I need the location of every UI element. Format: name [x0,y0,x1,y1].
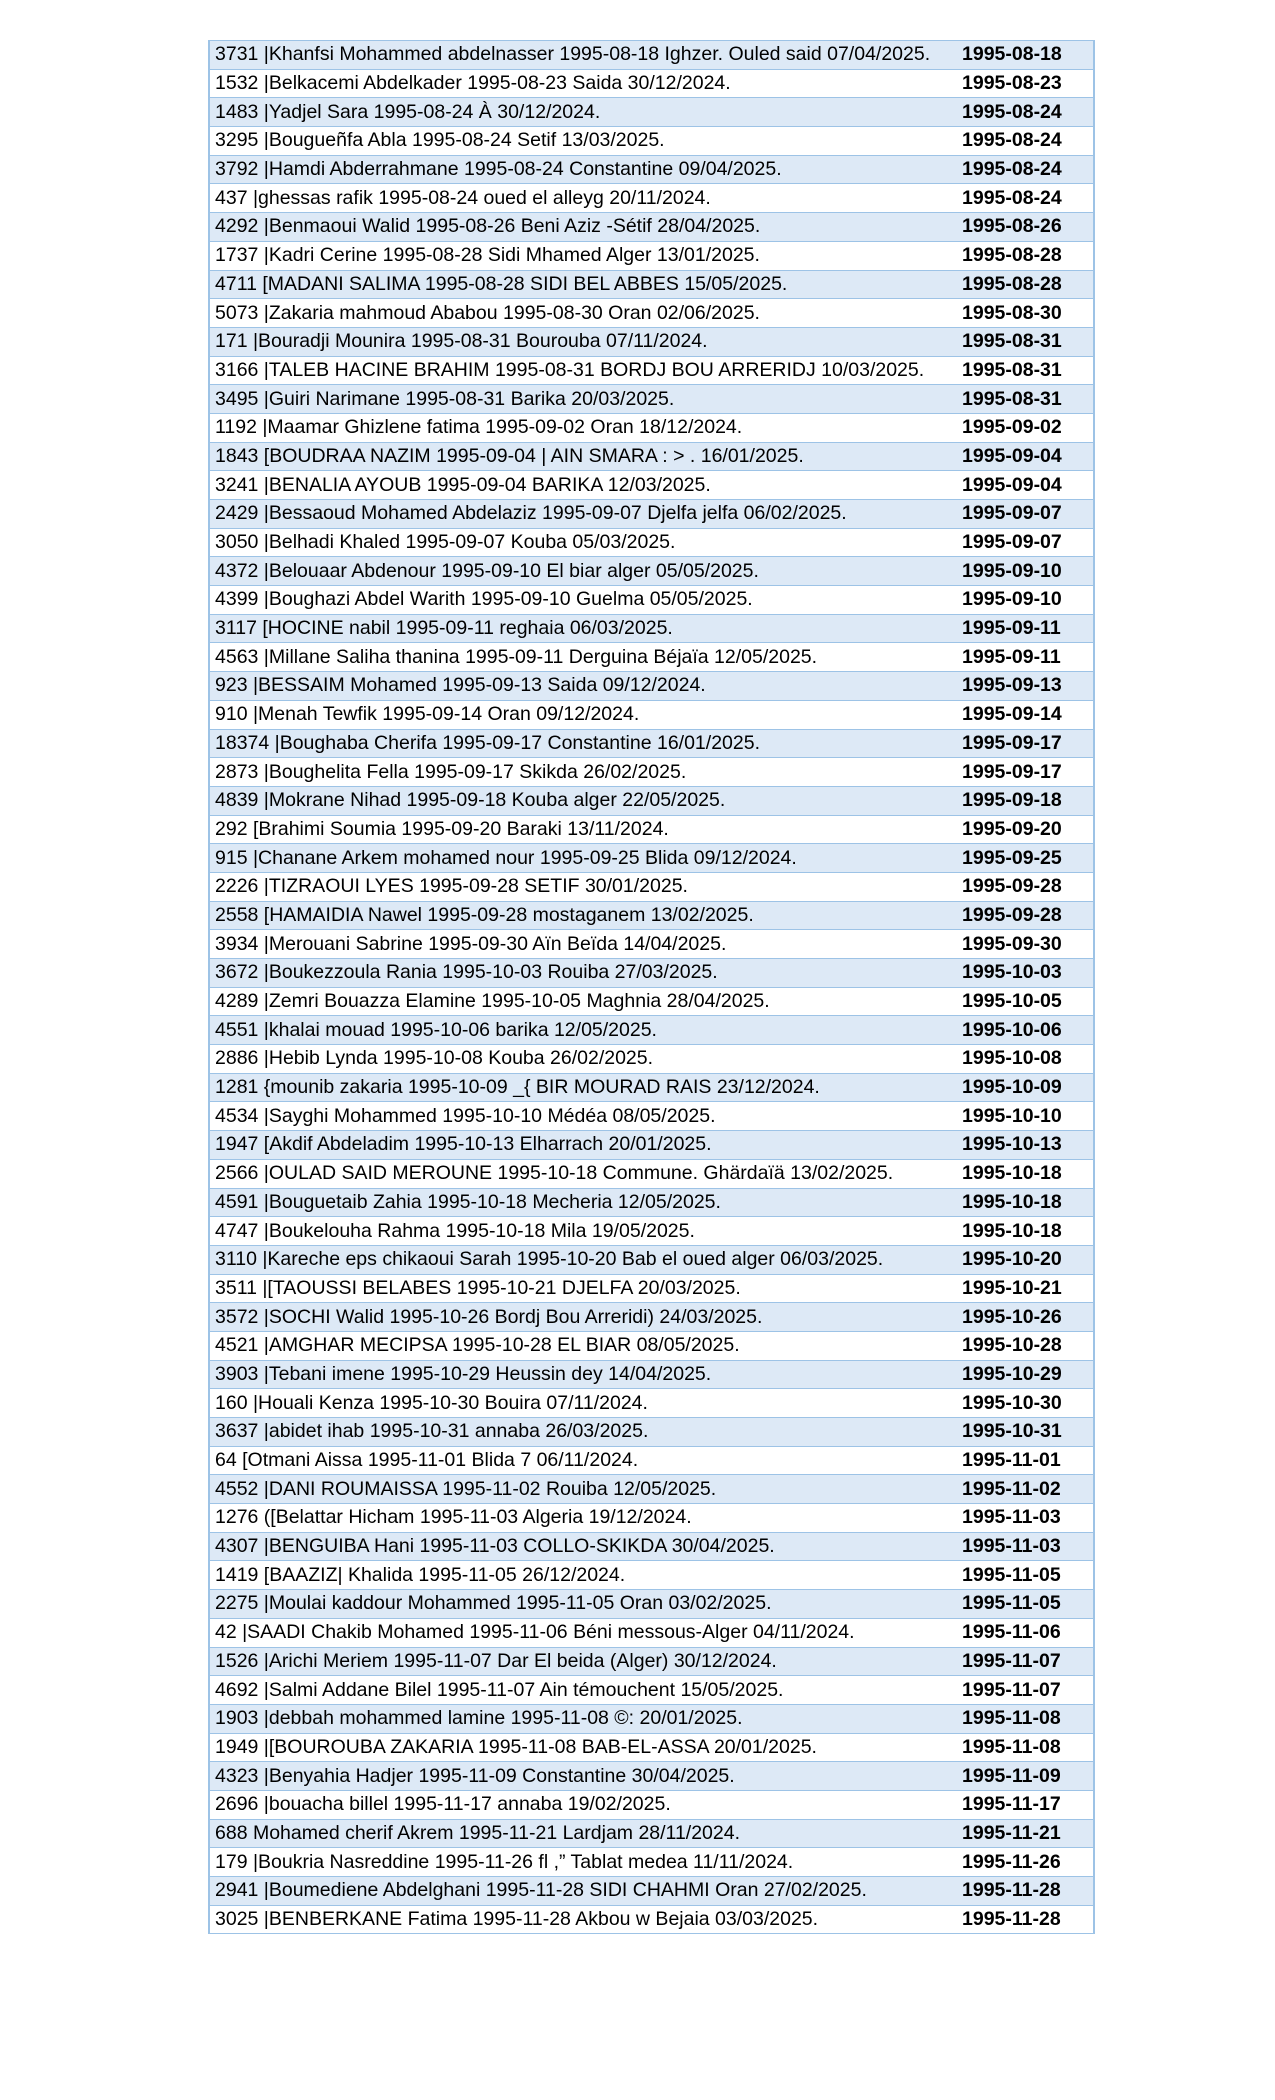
table-row [209,1418,1094,1447]
record-date-cell: 1995-11-01 [954,1446,1094,1475]
table-row [209,1360,1094,1389]
record-date-cell: 1995-08-28 [954,241,1094,270]
record-date-cell: 1995-09-02 [954,413,1094,442]
record-text-cell: 4552 |DANI ROUMAISSA 1995-11-02 Rouiba 12/05/2025. [209,1475,954,1504]
record-text-cell: 4563 |Millane Saliha thanina 1995-09-11 Derguina Béjaïa 12/05/2025. [209,643,954,672]
record-date-cell: 1995-11-08 [954,1704,1094,1733]
record-text-cell: 4521 |AMGHAR MECIPSA 1995-10-28 EL BIAR 08/05/2025. [209,1331,954,1360]
table-row [209,1475,1094,1504]
record-text-cell: 1276 ([Belattar Hicham 1995-11-03 Algeria 19/12/2024. [209,1504,954,1533]
table-row [209,901,1094,930]
table-row [209,700,1094,729]
record-date-cell: 1995-08-31 [954,327,1094,356]
record-text-cell: 160 |Houali Kenza 1995-10-30 Bouira 07/11/2024. [209,1389,954,1418]
record-text-cell: 3166 |TALEB HACINE BRAHIM 1995-08-31 BORDJ BOU ARRERIDJ 10/03/2025. [209,356,954,385]
record-date-cell: 1995-10-28 [954,1331,1094,1360]
table-row [209,98,1094,127]
record-date-cell: 1995-11-17 [954,1790,1094,1819]
table-row [209,327,1094,356]
record-date-cell: 1995-09-11 [954,643,1094,672]
table-row [209,1618,1094,1647]
table-row [209,1733,1094,1762]
table-row [209,1303,1094,1332]
record-text-cell: 1281 {mounib zakaria 1995-10-09 _{ BIR MOURAD RAIS 23/12/2024. [209,1073,954,1102]
record-text-cell: 3731 |Khanfsi Mohammed abdelnasser 1995-08-18 Ighzer. Ouled said 07/04/2025. [209,41,954,70]
record-date-cell: 1995-11-05 [954,1561,1094,1590]
record-date-cell: 1995-10-21 [954,1274,1094,1303]
record-text-cell: 4839 |Mokrane Nihad 1995-09-18 Kouba alger 22/05/2025. [209,786,954,815]
record-date-cell: 1995-09-04 [954,442,1094,471]
record-date-cell: 1995-09-11 [954,614,1094,643]
table-row [209,1245,1094,1274]
record-date-cell: 1995-11-21 [954,1819,1094,1848]
table-row [209,1704,1094,1733]
table-row [209,1188,1094,1217]
record-text-cell: 4591 |Bouguetaib Zahia 1995-10-18 Mecheria 12/05/2025. [209,1188,954,1217]
table-row [209,1819,1094,1848]
record-text-cell: 2873 |Boughelita Fella 1995-09-17 Skikda 26/02/2025. [209,758,954,787]
table-row [209,557,1094,586]
table-row [209,1331,1094,1360]
record-date-cell: 1995-10-31 [954,1418,1094,1447]
table-row [209,1102,1094,1131]
record-date-cell: 1995-11-03 [954,1504,1094,1533]
record-text-cell: 3050 |Belhadi Khaled 1995-09-07 Kouba 05/03/2025. [209,528,954,557]
record-date-cell: 1995-10-18 [954,1188,1094,1217]
record-text-cell: 3295 |Bougueñfa Abla 1995-08-24 Setif 13/03/2025. [209,127,954,156]
table-row [209,528,1094,557]
record-date-cell: 1995-08-31 [954,385,1094,414]
table-row [209,586,1094,615]
record-text-cell: 2226 |TIZRAOUI LYES 1995-09-28 SETIF 30/01/2025. [209,872,954,901]
record-date-cell: 1995-11-28 [954,1905,1094,1934]
table-row [209,1504,1094,1533]
record-text-cell: 3903 |Tebani imene 1995-10-29 Heussin dey 14/04/2025. [209,1360,954,1389]
record-text-cell: 18374 |Boughaba Cherifa 1995-09-17 Constantine 16/01/2025. [209,729,954,758]
record-text-cell: 4292 |Benmaoui Walid 1995-08-26 Beni Aziz -Sétif 28/04/2025. [209,213,954,242]
record-date-cell: 1995-08-30 [954,299,1094,328]
record-text-cell: 64 [Otmani Aissa 1995-11-01 Blida 7 06/11/2024. [209,1446,954,1475]
table-row [209,1647,1094,1676]
record-date-cell: 1995-10-13 [954,1131,1094,1160]
record-date-cell: 1995-09-18 [954,786,1094,815]
table-row [209,356,1094,385]
record-date-cell: 1995-09-13 [954,672,1094,701]
record-date-cell: 1995-09-25 [954,844,1094,873]
record-text-cell: 3495 |Guiri Narimane 1995-08-31 Barika 20/03/2025. [209,385,954,414]
record-date-cell: 1995-08-24 [954,155,1094,184]
record-text-cell: 2275 |Moulai kaddour Mohammed 1995-11-05 Oran 03/02/2025. [209,1590,954,1619]
records-table-body [209,41,1094,1934]
record-text-cell: 1903 |debbah mohammed lamine 1995-11-08 ©: 20/01/2025. [209,1704,954,1733]
table-row [209,815,1094,844]
table-row [209,1848,1094,1877]
record-date-cell: 1995-10-09 [954,1073,1094,1102]
record-text-cell: 1949 |[BOUROUBA ZAKARIA 1995-11-08 BAB-EL-ASSA 20/01/2025. [209,1733,954,1762]
record-date-cell: 1995-09-07 [954,528,1094,557]
table-row [209,213,1094,242]
record-text-cell: 688 Mohamed cherif Akrem 1995-11-21 Lardjam 28/11/2024. [209,1819,954,1848]
record-text-cell: 910 |Menah Tewfik 1995-09-14 Oran 09/12/2024. [209,700,954,729]
record-date-cell: 1995-11-05 [954,1590,1094,1619]
table-row [209,844,1094,873]
record-text-cell: 3672 |Boukezzoula Rania 1995-10-03 Rouiba 27/03/2025. [209,959,954,988]
record-text-cell: 4692 |Salmi Addane Bilel 1995-11-07 Ain témouchent 15/05/2025. [209,1676,954,1705]
table-row [209,184,1094,213]
record-date-cell: 1995-10-20 [954,1245,1094,1274]
table-row [209,959,1094,988]
table-row [209,1561,1094,1590]
record-date-cell: 1995-08-18 [954,41,1094,70]
record-text-cell: 4399 |Boughazi Abdel Warith 1995-09-10 Guelma 05/05/2025. [209,586,954,615]
record-text-cell: 3934 |Merouani Sabrine 1995-09-30 Aïn Beïda 14/04/2025. [209,930,954,959]
table-row [209,1389,1094,1418]
records-table [208,40,1095,1934]
table-row [209,1676,1094,1705]
table-row [209,1762,1094,1791]
record-date-cell: 1995-11-06 [954,1618,1094,1647]
table-row [209,872,1094,901]
table-row [209,270,1094,299]
record-date-cell: 1995-10-05 [954,987,1094,1016]
record-date-cell: 1995-10-29 [954,1360,1094,1389]
table-row [209,1532,1094,1561]
table-row [209,1274,1094,1303]
table-row [209,1016,1094,1045]
record-date-cell: 1995-08-23 [954,69,1094,98]
record-date-cell: 1995-09-28 [954,872,1094,901]
table-row [209,729,1094,758]
table-row [209,672,1094,701]
table-row [209,1073,1094,1102]
record-text-cell: 3241 |BENALIA AYOUB 1995-09-04 BARIKA 12/03/2025. [209,471,954,500]
record-date-cell: 1995-09-30 [954,930,1094,959]
record-date-cell: 1995-10-26 [954,1303,1094,1332]
record-date-cell: 1995-08-24 [954,184,1094,213]
record-date-cell: 1995-09-07 [954,500,1094,529]
record-date-cell: 1995-09-10 [954,586,1094,615]
table-row [209,1790,1094,1819]
record-text-cell: 1419 [BAAZIZ| Khalida 1995-11-05 26/12/2024. [209,1561,954,1590]
record-date-cell: 1995-11-07 [954,1676,1094,1705]
record-date-cell: 1995-10-03 [954,959,1094,988]
record-date-cell: 1995-10-10 [954,1102,1094,1131]
table-row [209,41,1094,70]
record-text-cell: 4372 |Belouaar Abdenour 1995-09-10 El biar alger 05/05/2025. [209,557,954,586]
table-row [209,1590,1094,1619]
record-text-cell: 3637 |abidet ihab 1995-10-31 annaba 26/03/2025. [209,1418,954,1447]
record-date-cell: 1995-10-30 [954,1389,1094,1418]
record-text-cell: 3025 |BENBERKANE Fatima 1995-11-28 Akbou w Bejaia 03/03/2025. [209,1905,954,1934]
record-text-cell: 1843 [BOUDRAA NAZIM 1995-09-04 | AIN SMARA : > . 16/01/2025. [209,442,954,471]
table-row [209,69,1094,98]
table-row [209,1045,1094,1074]
record-text-cell: 179 |Boukria Nasreddine 1995-11-26 fl ,” Tablat medea 11/11/2024. [209,1848,954,1877]
record-date-cell: 1995-09-04 [954,471,1094,500]
record-text-cell: 5073 |Zakaria mahmoud Ababou 1995-08-30 Oran 02/06/2025. [209,299,954,328]
record-date-cell: 1995-10-18 [954,1217,1094,1246]
record-text-cell: 915 |Chanane Arkem mohamed nour 1995-09-25 Blida 09/12/2024. [209,844,954,873]
record-date-cell: 1995-09-28 [954,901,1094,930]
table-row [209,385,1094,414]
record-text-cell: 1192 |Maamar Ghizlene fatima 1995-09-02 Oran 18/12/2024. [209,413,954,442]
record-text-cell: 1526 |Arichi Meriem 1995-11-07 Dar El beida (Alger) 30/12/2024. [209,1647,954,1676]
record-date-cell: 1995-11-09 [954,1762,1094,1791]
record-text-cell: 42 |SAADI Chakib Mohamed 1995-11-06 Béni messous-Alger 04/11/2024. [209,1618,954,1647]
record-text-cell: 2429 |Bessaoud Mohamed Abdelaziz 1995-09-07 Djelfa jelfa 06/02/2025. [209,500,954,529]
record-text-cell: 3511 |[TAOUSSI BELABES 1995-10-21 DJELFA 20/03/2025. [209,1274,954,1303]
table-row [209,500,1094,529]
table-row [209,987,1094,1016]
record-date-cell: 1995-10-08 [954,1045,1094,1074]
table-row [209,413,1094,442]
record-date-cell: 1995-11-02 [954,1475,1094,1504]
table-row [209,1159,1094,1188]
record-date-cell: 1995-08-26 [954,213,1094,242]
record-date-cell: 1995-10-06 [954,1016,1094,1045]
table-row [209,1877,1094,1906]
table-row [209,930,1094,959]
record-text-cell: 4323 |Benyahia Hadjer 1995-11-09 Constantine 30/04/2025. [209,1762,954,1791]
record-text-cell: 2696 |bouacha billel 1995-11-17 annaba 19/02/2025. [209,1790,954,1819]
record-date-cell: 1995-08-31 [954,356,1094,385]
record-text-cell: 4307 |BENGUIBA Hani 1995-11-03 COLLO-SKIKDA 30/04/2025. [209,1532,954,1561]
record-date-cell: 1995-11-03 [954,1532,1094,1561]
record-date-cell: 1995-09-10 [954,557,1094,586]
record-date-cell: 1995-11-28 [954,1877,1094,1906]
record-text-cell: 2941 |Boumediene Abdelghani 1995-11-28 SIDI CHAHMI Oran 27/02/2025. [209,1877,954,1906]
record-text-cell: 4534 |Sayghi Mohammed 1995-10-10 Médéa 08/05/2025. [209,1102,954,1131]
record-text-cell: 2558 [HAMAIDIA Nawel 1995-09-28 mostaganem 13/02/2025. [209,901,954,930]
table-row [209,442,1094,471]
record-date-cell: 1995-08-28 [954,270,1094,299]
record-date-cell: 1995-11-07 [954,1647,1094,1676]
record-text-cell: 3110 |Kareche eps chikaoui Sarah 1995-10-20 Bab el oued alger 06/03/2025. [209,1245,954,1274]
record-date-cell: 1995-09-17 [954,729,1094,758]
record-text-cell: 4289 |Zemri Bouazza Elamine 1995-10-05 Maghnia 28/04/2025. [209,987,954,1016]
record-text-cell: 4551 |khalai mouad 1995-10-06 barika 12/05/2025. [209,1016,954,1045]
record-date-cell: 1995-09-17 [954,758,1094,787]
spreadsheet-page [208,40,1093,1934]
record-text-cell: 4747 |Boukelouha Rahma 1995-10-18 Mila 19/05/2025. [209,1217,954,1246]
record-text-cell: 171 |Bouradji Mounira 1995-08-31 Bourouba 07/11/2024. [209,327,954,356]
record-date-cell: 1995-08-24 [954,98,1094,127]
table-row [209,786,1094,815]
record-date-cell: 1995-08-24 [954,127,1094,156]
record-text-cell: 1483 |Yadjel Sara 1995-08-24 À 30/12/2024. [209,98,954,127]
record-date-cell: 1995-11-08 [954,1733,1094,1762]
table-row [209,299,1094,328]
record-text-cell: 3117 [HOCINE nabil 1995-09-11 reghaia 06/03/2025. [209,614,954,643]
record-text-cell: 292 [Brahimi Soumia 1995-09-20 Baraki 13/11/2024. [209,815,954,844]
record-date-cell: 1995-11-26 [954,1848,1094,1877]
record-text-cell: 2566 |OULAD SAID MEROUNE 1995-10-18 Commune. Ghärdaïä 13/02/2025. [209,1159,954,1188]
table-row [209,614,1094,643]
table-row [209,1131,1094,1160]
table-row [209,643,1094,672]
record-text-cell: 1532 |Belkacemi Abdelkader 1995-08-23 Saida 30/12/2024. [209,69,954,98]
record-text-cell: 437 |ghessas rafik 1995-08-24 oued el alleyg 20/11/2024. [209,184,954,213]
record-date-cell: 1995-09-20 [954,815,1094,844]
table-row [209,1446,1094,1475]
record-date-cell: 1995-09-14 [954,700,1094,729]
record-text-cell: 1737 |Kadri Cerine 1995-08-28 Sidi Mhamed Alger 13/01/2025. [209,241,954,270]
record-text-cell: 3572 |SOCHI Walid 1995-10-26 Bordj Bou Arreridi) 24/03/2025. [209,1303,954,1332]
table-row [209,241,1094,270]
table-row [209,127,1094,156]
table-row [209,155,1094,184]
table-row [209,1905,1094,1934]
table-row [209,1217,1094,1246]
table-row [209,471,1094,500]
record-text-cell: 3792 |Hamdi Abderrahmane 1995-08-24 Constantine 09/04/2025. [209,155,954,184]
record-text-cell: 923 |BESSAIM Mohamed 1995-09-13 Saida 09/12/2024. [209,672,954,701]
record-date-cell: 1995-10-18 [954,1159,1094,1188]
record-text-cell: 1947 [Akdif Abdeladim 1995-10-13 Elharrach 20/01/2025. [209,1131,954,1160]
record-text-cell: 4711 [MADANI SALIMA 1995-08-28 SIDI BEL ABBES 15/05/2025. [209,270,954,299]
table-row [209,758,1094,787]
record-text-cell: 2886 |Hebib Lynda 1995-10-08 Kouba 26/02/2025. [209,1045,954,1074]
